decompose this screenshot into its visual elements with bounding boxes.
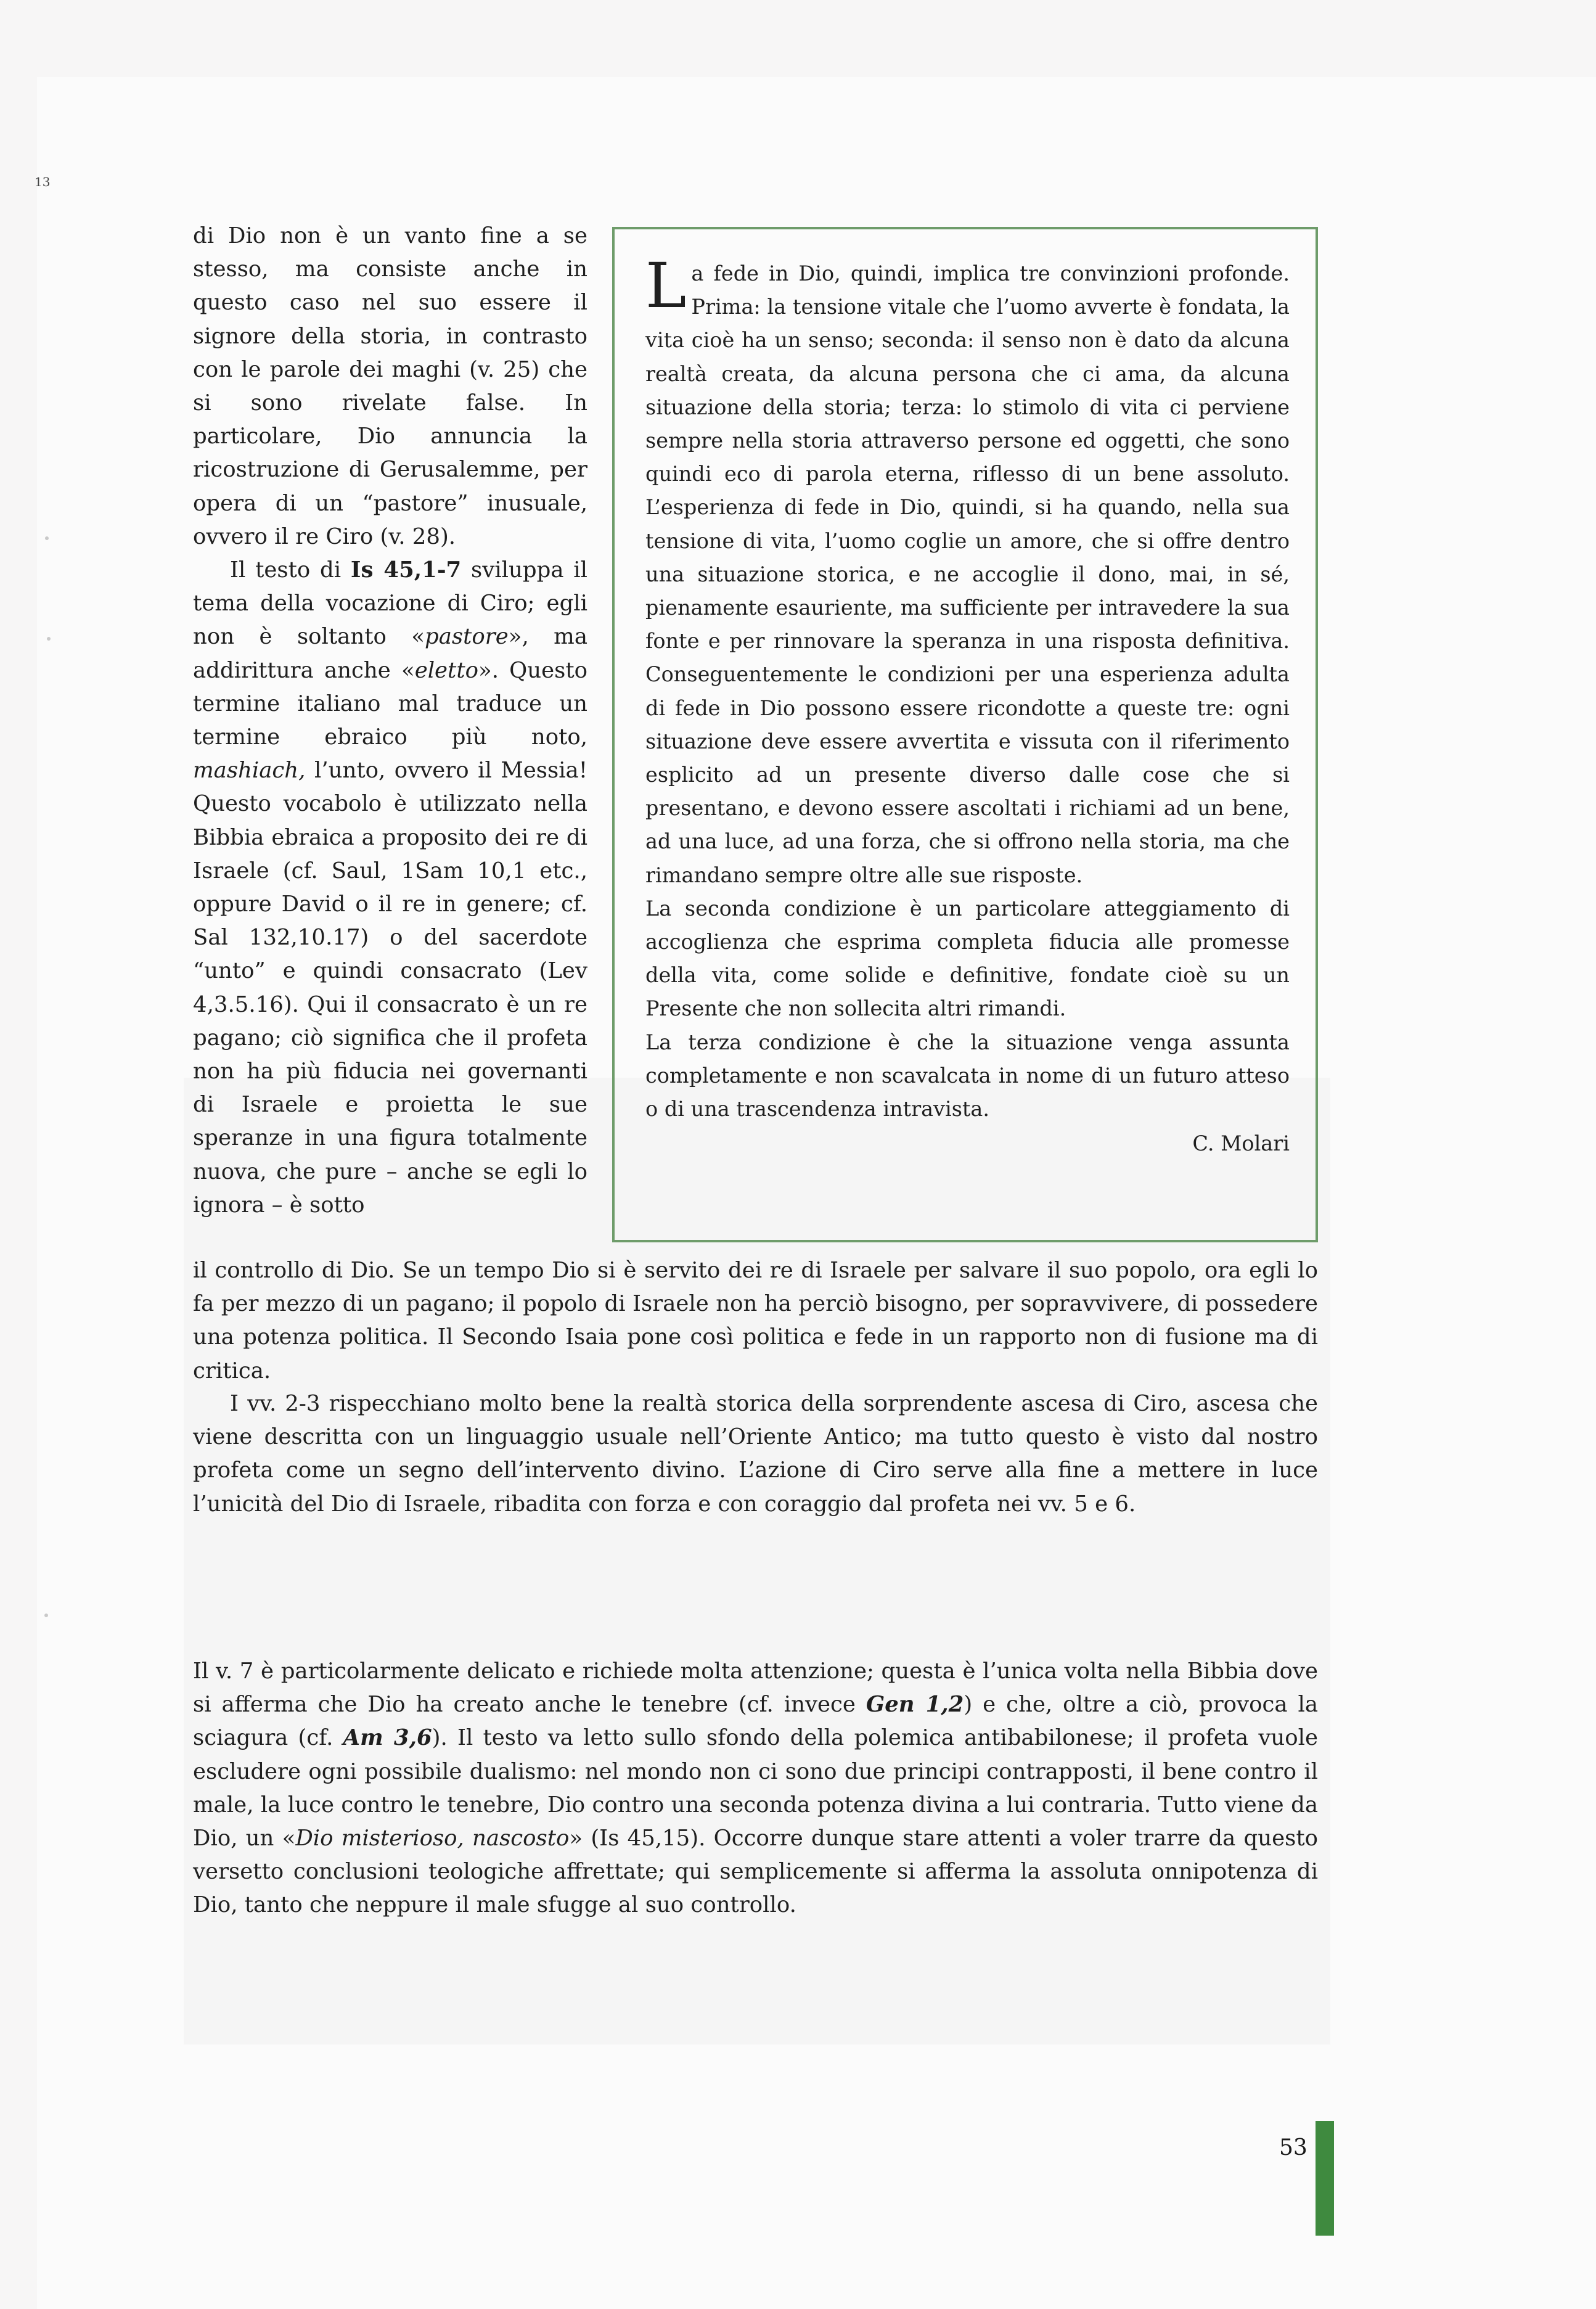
box-signature: C. Molari	[1192, 1131, 1290, 1156]
ciro-paragraph	[193, 1387, 1318, 1521]
margin-speck	[44, 1614, 48, 1617]
text-run: ». Questo termine italiano mal traduce un termine ebraico più noto,	[193, 657, 587, 750]
text-run: ) e che, oltre a ciò, provoca la sciagura (cf.	[193, 1692, 1318, 1751]
continuation-text: il controllo di Dio. Se un tempo Dio si è servito dei re di Israele per salvare il suo popolo, ora egli lo fa per mezzo di un pagano; il popolo di Israele non ha perciò bisogno, per sopravvivere, di possedere una potenza politica. Il Secondo Isaia pone così politica e fede in un rapporto non di fusione ma di critica.	[193, 1258, 1318, 1384]
left-column	[193, 219, 587, 1222]
text-run: Il testo di	[230, 557, 351, 583]
bible-reference: Is 45,1-7	[350, 557, 462, 583]
box-paragraph-3: La terza condizione è che la situazione venga assunta completamente e non scavalcata in nome di un futuro atteso o di una trascendenza intravista.	[645, 1030, 1290, 1122]
italic-term: mashiach,	[193, 758, 306, 784]
box-paragraph-2: La seconda condizione è un particolare atteggiamento di accoglienza che esprima completa fiducia alle promesse della vita, come solide e definitive, fondate cioè su un Presente che non sollecita altri rimandi.	[645, 896, 1290, 1021]
margin-speck	[45, 536, 49, 540]
text-run: a fede in Dio, quindi, implica tre convinzioni profonde. Prima: la tensione vitale che l’uomo avverte è fondata, la vita cioè ha un senso; seconda: il senso non è dato da alcuna realtà creata, da alcuna persona che ci ama, da alcuna situazione della storia; terza: lo stimolo di vita ci perviene sempre nella storia attraverso persone ed oggetti, che sono quindi eco di parola eterna, riflesso di un bene assoluto. L’esperienza di fede in Dio, quindi, si ha quando, nella sua tensione di vita, l’uomo coglie un amore, che si offre dentro una situazione storica, e ne accoglie il dono, mai, in sé, pienamente esauriente, ma sufficiente per intravedere la sua fonte e per rinnovare la speranza in una risposta definitiva. Conseguentemente le condizioni per una esperienza adulta di fede in Dio possono essere ricondotte a queste tre: ogni situazione deve essere avvertita e vissuta con il riferimento esplicito ad un presente diverso dalle cose che si presentano, e devono essere ascoltati i richiami ad un bene, ad una luce, ad una forza, che si offrono nella storia, ma che rimandano sempre oltre alle sue risposte.	[645, 261, 1290, 887]
accent-bar	[1316, 2121, 1334, 2236]
v7-paragraph	[193, 1655, 1318, 1922]
bible-reference: Gen 1,2	[866, 1692, 964, 1718]
text-run: », ma addirittura anche «	[193, 624, 587, 683]
left-paragraph-2	[193, 554, 587, 1222]
text-run: Il v. 7 è particolarmente delicato e richiede molta attenzione; questa è l’unica volta nella Bibbia dove si afferma che Dio ha creato anche le tenebre (cf. invece	[193, 1659, 1318, 1718]
box-paragraph-1	[645, 250, 1290, 892]
bible-reference: Am 3,6	[343, 1725, 432, 1751]
text-run: » (Is 45,15). Occorre dunque stare attenti a voler trarre da questo versetto conclusioni teologiche affrettate; qui semplicemente si afferma la assoluta onnipotenza di Dio, tanto che neppure il male sfugge al suo controllo.	[193, 1826, 1318, 1918]
text-run: l’unto, ovvero il Messia! Questo vocabolo è utilizzato nella Bibbia ebraica a proposito dei re di Israele (cf. Saul, 1Sam 10,1 etc., oppure David o il re in genere; cf. Sal 132,10.17) o del sacerdote “unto” e quindi consacrato (Lev 4,3.5.16). Qui il consacrato è un re pagano; ciò significa che il profeta non ha più fiducia nei governanti di Israele e proietta le sue speranze in una figura totalmente nuova, che pure – anche se egli lo ignora – è sotto	[193, 758, 587, 1218]
v7-text	[193, 1655, 1318, 1922]
italic-term: pastore	[425, 624, 509, 650]
drop-cap: L	[645, 250, 687, 322]
page-number: 53	[1279, 2135, 1307, 2160]
continuation-paragraph	[193, 1254, 1318, 1388]
text-run: sviluppa il tema della vocazione di Ciro; egli non è soltanto «	[193, 557, 587, 650]
quote-box	[612, 227, 1318, 1242]
italic-term: eletto	[414, 657, 478, 683]
text-run: ). Il testo va letto sullo sfondo della polemica antibabilonese; il profeta vuole escludere ogni possibile dualismo: nel mondo non ci sono due principi contrapposti, il bene contro il male, la luce contro le tenebre, Dio contro una seconda potenza divina a lui contraria. Tutto viene da Dio, un «	[193, 1725, 1319, 1852]
corner-number: 13	[35, 174, 51, 189]
italic-quote: Dio misterioso, nascosto	[295, 1826, 570, 1852]
margin-speck	[47, 637, 51, 641]
ciro-text: I vv. 2-3 rispecchiano molto bene la realtà storica della sorprendente ascesa di Ciro, ascesa che viene descritta con un linguaggio usuale nell’Oriente Antico; ma tutto questo è visto dal nostro profeta come un segno dell’intervento divino. L’azione di Ciro serve alla fine a mettere in luce l’unicità del Dio di Israele, ribadita con forza e con coraggio dal profeta nei vv. 5 e 6.	[193, 1391, 1318, 1517]
left-paragraph-1: di Dio non è un vanto fine a se stesso, ma consiste anche in questo caso nel suo essere il signore della storia, in contrasto con le parole dei maghi (v. 25) che si sono rivelate false. In particolare, Dio annuncia la ricostruzione di Gerusalemme, per opera di un “pastore” inusuale, ovvero il re Ciro (v. 28).	[193, 223, 587, 549]
